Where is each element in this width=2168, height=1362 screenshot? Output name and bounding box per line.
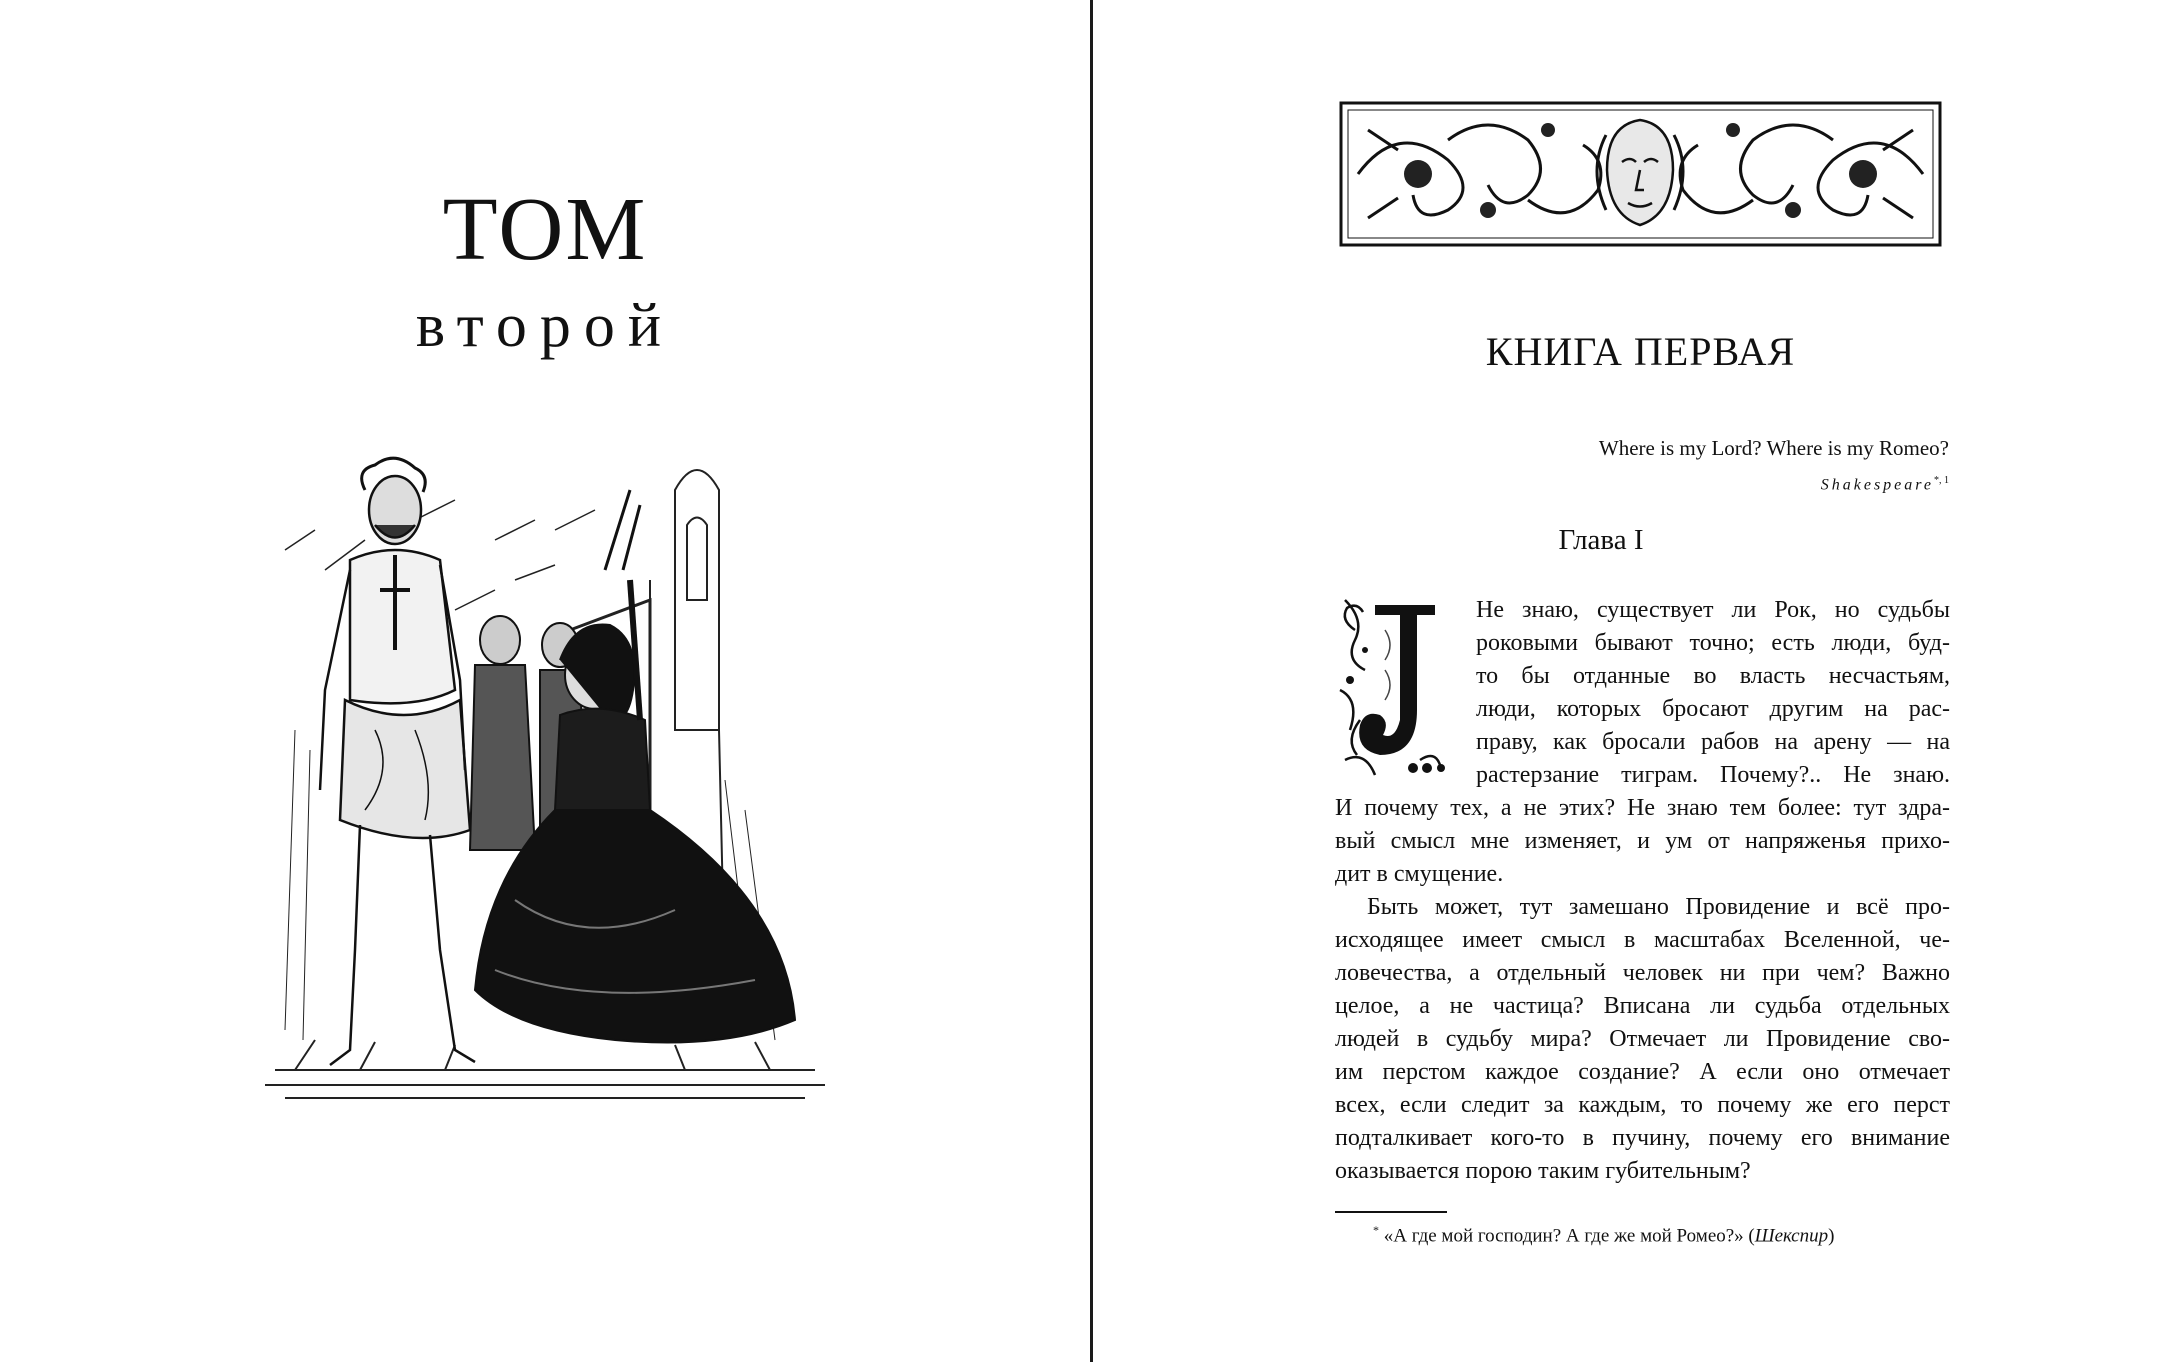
footnote-close: ) [1828, 1225, 1835, 1247]
footnote-marker: * [1373, 1223, 1379, 1237]
right-page [1093, 0, 2168, 1362]
volume-subtitle: второй [415, 292, 675, 360]
chapter-title: Глава I [1558, 524, 1644, 556]
decorative-headpiece-icon [1338, 100, 1943, 248]
epigraph-text: Where is my Lord? Where is my Romeo? [1598, 436, 1949, 460]
paragraph-line: подталкивает кого-то в пучину, почему его внимание [1335, 1125, 1950, 1151]
paragraph-line: всех, если следит за каждым, то почему же его перст [1335, 1092, 1950, 1118]
paragraph-line: оказывается порою таким губительным? [1335, 1158, 1751, 1184]
paragraph-line: растерзание тиграм. Почему?.. Не знаю. [1476, 762, 1950, 788]
paragraph-line: людей в судьбу мира? Отмечает ли Провидение сво- [1335, 1026, 1950, 1052]
paragraph-line: Не знаю, существует ли Рок, но судьбы [1476, 597, 1950, 623]
paragraph-line: ловечества, а отдельный человек ни при чем? Важно [1335, 960, 1950, 986]
paragraph-line: дит в смущение. [1335, 861, 1504, 887]
footnote-reference: *, 1 [1934, 475, 1949, 486]
paragraph-line: праву, как бросали рабов на арену — на [1476, 729, 1950, 755]
paragraph-line: целое, а не частица? Вписана ли судьба отдельных [1335, 993, 1950, 1019]
paragraph-line: исходящее имеет смысл в масштабах Вселенной, че- [1335, 927, 1950, 953]
paragraph-line: то бы отданные во власть несчастьям, [1476, 663, 1950, 689]
ornamental-dropcap-icon [1335, 590, 1447, 788]
epigraph-author-name: Shakespeare [1820, 476, 1934, 494]
epigraph-author [1333, 475, 1949, 494]
book-title: КНИГА ПЕРВАЯ [1485, 329, 1796, 374]
paragraph-1-wrapped [1476, 594, 1950, 792]
engraving-illustration-icon [255, 430, 835, 1110]
paragraph-line: Быть может, тут замешано Провидение и всё про- [1367, 894, 1950, 920]
volume-title: ТОМ [442, 180, 648, 279]
paragraph-line: роковыми бывают точно; есть люди, буд- [1476, 630, 1950, 656]
paragraph-2 [1335, 891, 1950, 1188]
paragraph-line: люди, которых бросают другим на рас- [1476, 696, 1950, 722]
footnote-author: Шекспир [1754, 1225, 1829, 1247]
footnote-text: «А где мой господин? А где же мой Ромео?» ( [1383, 1225, 1755, 1247]
paragraph-line: вый смысл мне изменяет, и ум от напряженья прихо- [1335, 828, 1950, 854]
footnote-divider [1335, 1211, 1447, 1213]
paragraph-1-continued [1335, 792, 1950, 891]
paragraph-line: И почему тех, а не этих? Не знаю тем более: тут здра- [1335, 795, 1950, 821]
paragraph-line: им перстом каждое создание? А если оно отмечает [1335, 1059, 1950, 1085]
footnote [1373, 1218, 1834, 1248]
